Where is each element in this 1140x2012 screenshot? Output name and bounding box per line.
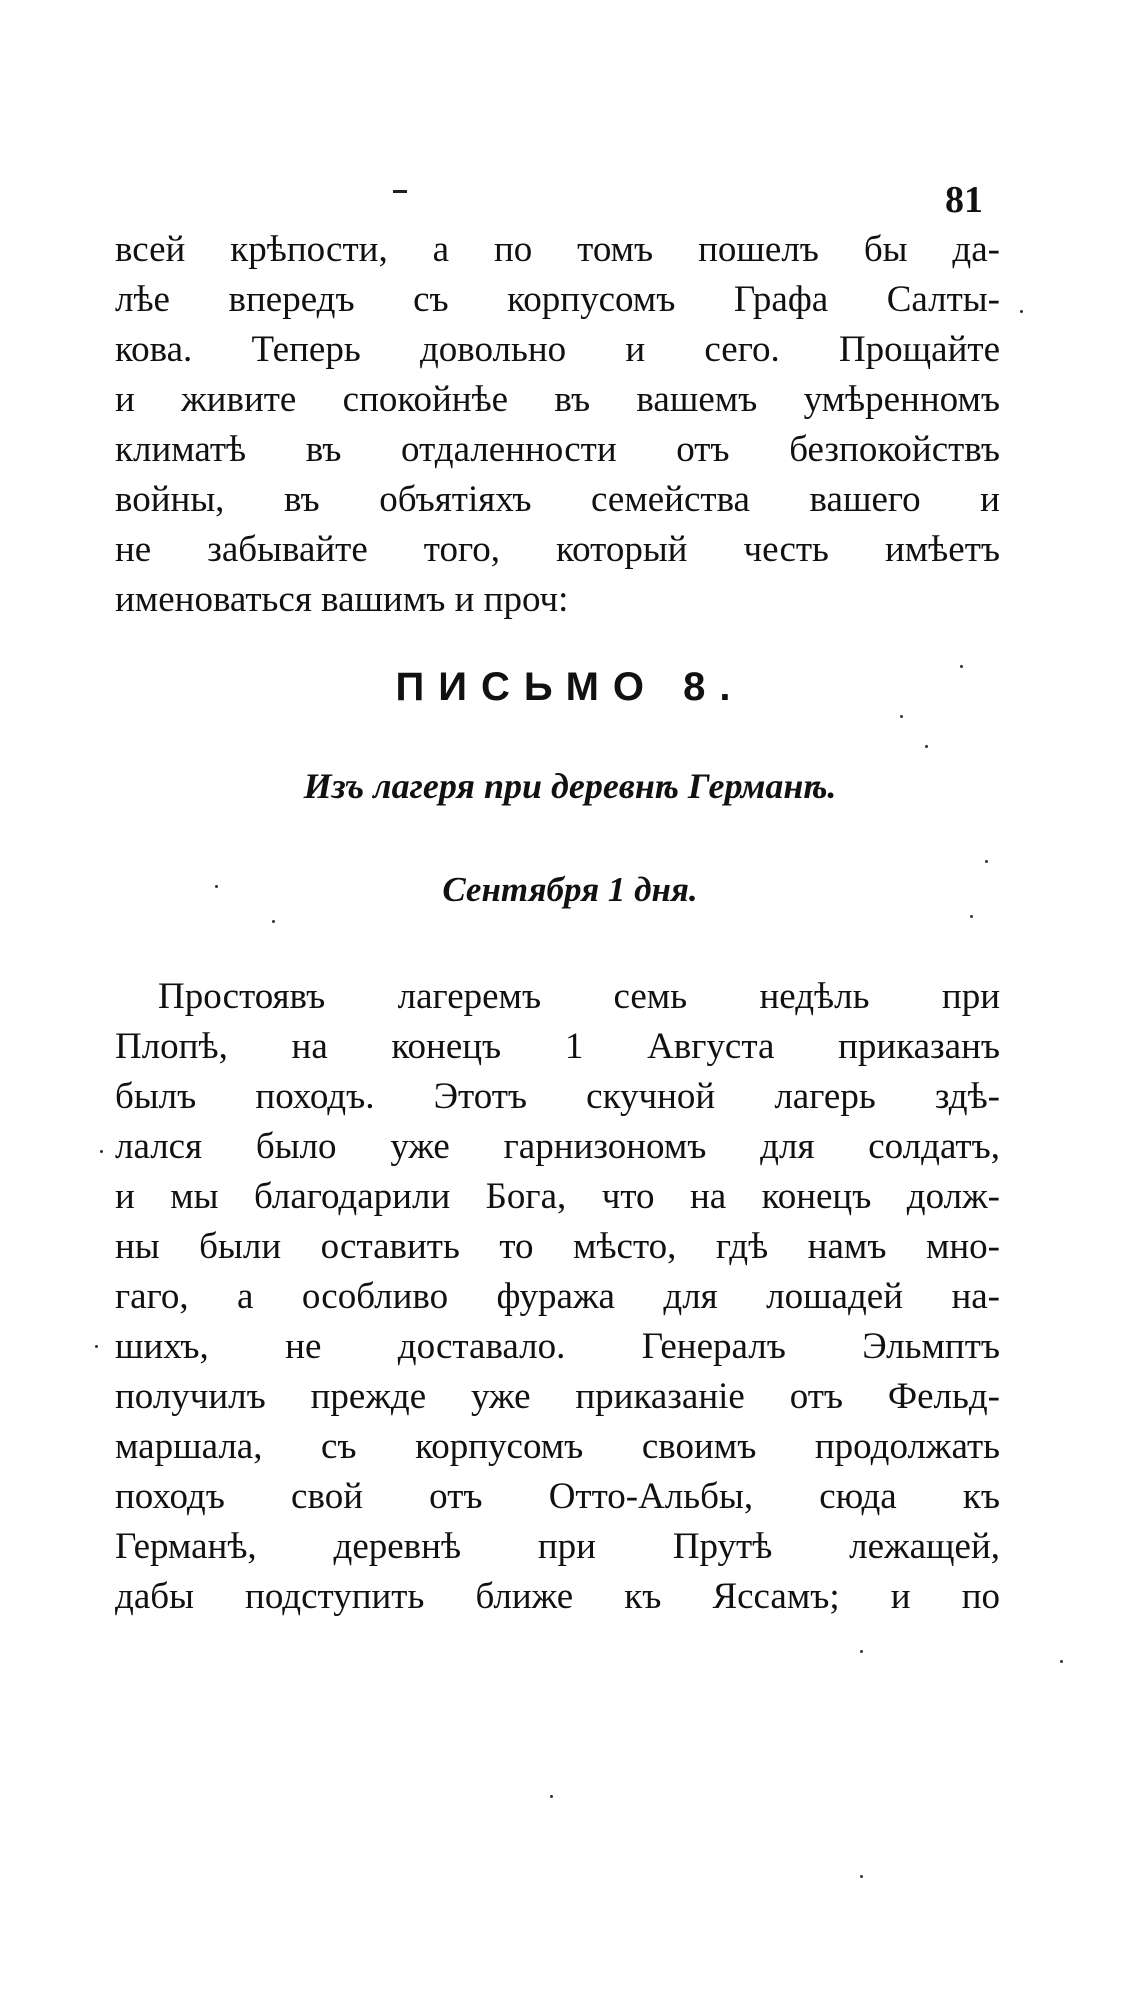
scan-speck — [960, 665, 963, 668]
scan-speck — [95, 1345, 98, 1348]
header-dash — [393, 190, 407, 193]
text-line: Простоявъ лагеремъ семь недѣль при — [158, 976, 1000, 1017]
text-line: шихъ, не доставало. Генералъ Эльмптъ — [115, 1326, 1000, 1367]
text-line: лался было уже гарнизономъ для солдатъ, — [115, 1126, 1000, 1167]
text-line: климатѣ въ отдаленности отъ безпокойствъ — [115, 429, 1000, 470]
letter-title: ПИСЬМО 8. — [395, 665, 745, 709]
scan-speck — [900, 715, 903, 718]
page-number: 81 — [945, 179, 983, 221]
text-line: гаго, а особливо фуража для лошадей на- — [115, 1276, 1000, 1317]
text-line: ны были оставить то мѣсто, гдѣ намъ мно- — [115, 1226, 1000, 1267]
text-line: всей крѣпости, а по томъ пошелъ бы да- — [115, 229, 1000, 270]
text-line: не забывайте того, который честь имѣетъ — [115, 529, 1000, 570]
text-line: лѣе впередъ съ корпусомъ Графа Салты- — [115, 279, 1000, 320]
scan-speck — [272, 920, 275, 923]
text-line: войны, въ объятiяхъ семейства вашего и — [115, 479, 1000, 520]
text-line: Германѣ, деревнѣ при Прутѣ лежащей, — [115, 1526, 1000, 1567]
text-line: и живите спокойнѣе въ вашемъ умѣренномъ — [115, 379, 1000, 420]
text-line: и мы благодарили Бога, что на конецъ долж- — [115, 1176, 1000, 1217]
text-line: получилъ прежде уже приказанiе отъ Фельд- — [115, 1376, 1000, 1417]
letter-place: Изъ лагеря при деревнѣ Германѣ. — [303, 766, 837, 806]
scan-speck — [985, 860, 988, 863]
scan-speck — [215, 885, 218, 888]
scan-speck — [925, 745, 928, 748]
scan-speck — [1060, 1660, 1063, 1663]
text-line: походъ свой отъ Отто-Альбы, сюда къ — [115, 1476, 1000, 1517]
scan-speck — [550, 1795, 553, 1798]
scan-speck — [100, 1150, 103, 1153]
text-line: былъ походъ. Этотъ скучной лагерь здѣ- — [115, 1076, 1000, 1117]
scan-speck — [860, 1875, 863, 1878]
text-line: маршала, съ корпусомъ своимъ продолжать — [115, 1426, 1000, 1467]
scan-speck — [1020, 310, 1023, 313]
scan-speck — [860, 1650, 863, 1653]
text-line: кова. Теперь довольно и сего. Прощайте — [115, 329, 1000, 370]
text-line: Плопѣ, на конецъ 1 Августа приказанъ — [115, 1026, 1000, 1067]
text-line: дабы подступить ближе къ Яссамъ; и по — [115, 1576, 1000, 1617]
scan-speck — [970, 915, 973, 918]
letter-date: Сентября 1 дня. — [442, 870, 698, 909]
text-line: именоваться вашимъ и проч: — [115, 579, 569, 620]
